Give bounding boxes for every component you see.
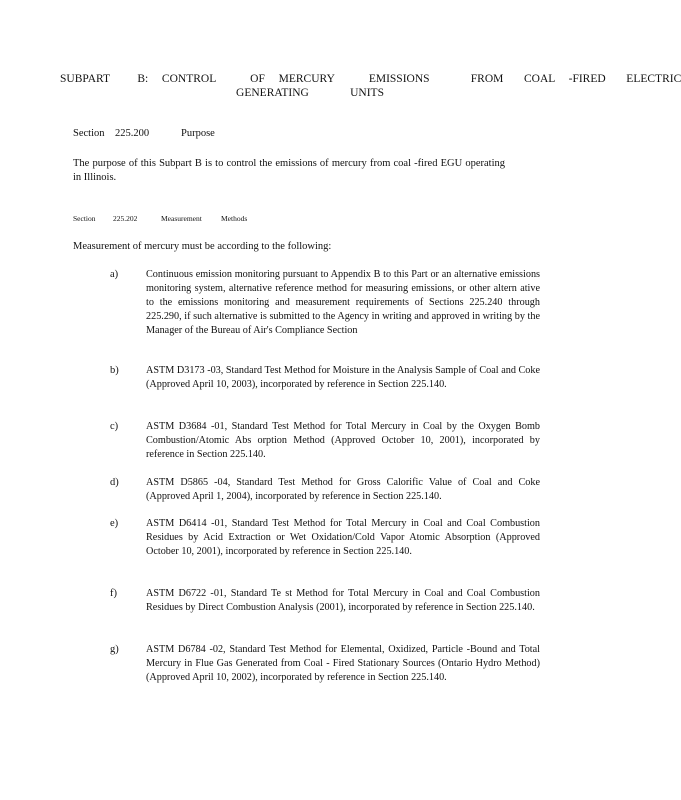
item-label: g) <box>110 644 119 655</box>
item-label: b) <box>110 365 119 376</box>
section-225-200-heading <box>73 128 215 139</box>
item-text: ASTM D6722 -01, Standard Te st Method for Total Mercury in Coal and Coal Combustion Residues by Direct Combustion Analysis (2001), incorporated by reference in Section 225.140. <box>146 588 540 613</box>
item-text: ASTM D6784 -02, Standard Test Method for Elemental, Oxidized, Particle -Bound and Total Mercury in Flue Gas Generated from Coal - Fired Stationary Sources (Ontario Hydro Method) (Approved April 10, 2002), incorporated by reference in Section 225.140. <box>146 644 540 683</box>
measurement-intro: Measurement of mercury must be according to the following: <box>73 241 332 252</box>
subpart-title-line2: GENERATING UNITS <box>236 87 384 99</box>
section-225-202-heading <box>73 214 247 223</box>
item-label: e) <box>110 518 119 529</box>
item-text: Continuous emission monitoring pursuant to Appendix B to this Part or an alternative emissions monitoring system, alternative reference method for measuring emissions, or other altern ative to the emissions monitoring and measurement requirements of Sections 225.240 through 225.290, if such alternative is submitted to the Agency in writing and approved in writing by the Manager of the Bureau of Air's Compliance Section <box>146 269 540 336</box>
item-text: ASTM D5865 -04, Standard Test Method for Gross Calorific Value of Coal and Coke (Approved April 1, 2004), incorporated by reference in Section 225.140. <box>146 477 540 502</box>
section-label: Section <box>73 214 96 223</box>
item-text: ASTM D3173 -03, Standard Test Method for Moisture in the Analysis Sample of Coal and Coke (Approved April 10, 2003), incorporated by reference in Section 225.140. <box>146 365 540 390</box>
item-label: c) <box>110 421 119 432</box>
purpose-paragraph: The purpose of this Subpart B is to control the emissions of mercury from coal -fired EGU operating in Illinois. <box>73 158 505 183</box>
subpart-title <box>60 72 681 100</box>
item-label: d) <box>110 477 119 488</box>
section-code: 225.202 <box>113 214 138 223</box>
section-number: Section 225.200 <box>73 128 150 139</box>
item-label: f) <box>110 588 117 599</box>
section-heading-2: Methods <box>221 214 248 223</box>
section-heading: Purpose <box>181 128 215 139</box>
item-text: ASTM D6414 -01, Standard Test Method for Total Mercury in Coal and Coal Combustion Residues by Acid Extraction or Wet Oxidation/Cold Vapor Atomic Absorption (Approved October 10, 2001), incorporated by reference in Section 225.140. <box>146 518 540 557</box>
section-heading: Measurement <box>161 214 202 223</box>
subpart-title-line1: SUBPART B: CONTROL OF MERCURY EMISSIONS FROM COAL -FIRED ELECTRIC <box>60 73 681 85</box>
item-text: ASTM D3684 -01, Standard Test Method for Total Mercury in Coal by the Oxygen Bomb Combustion/Atomic Abs orption Method (Approved October 10, 2001), incorporated by reference in Section 225.140. <box>146 421 540 460</box>
item-label: a) <box>110 269 119 280</box>
